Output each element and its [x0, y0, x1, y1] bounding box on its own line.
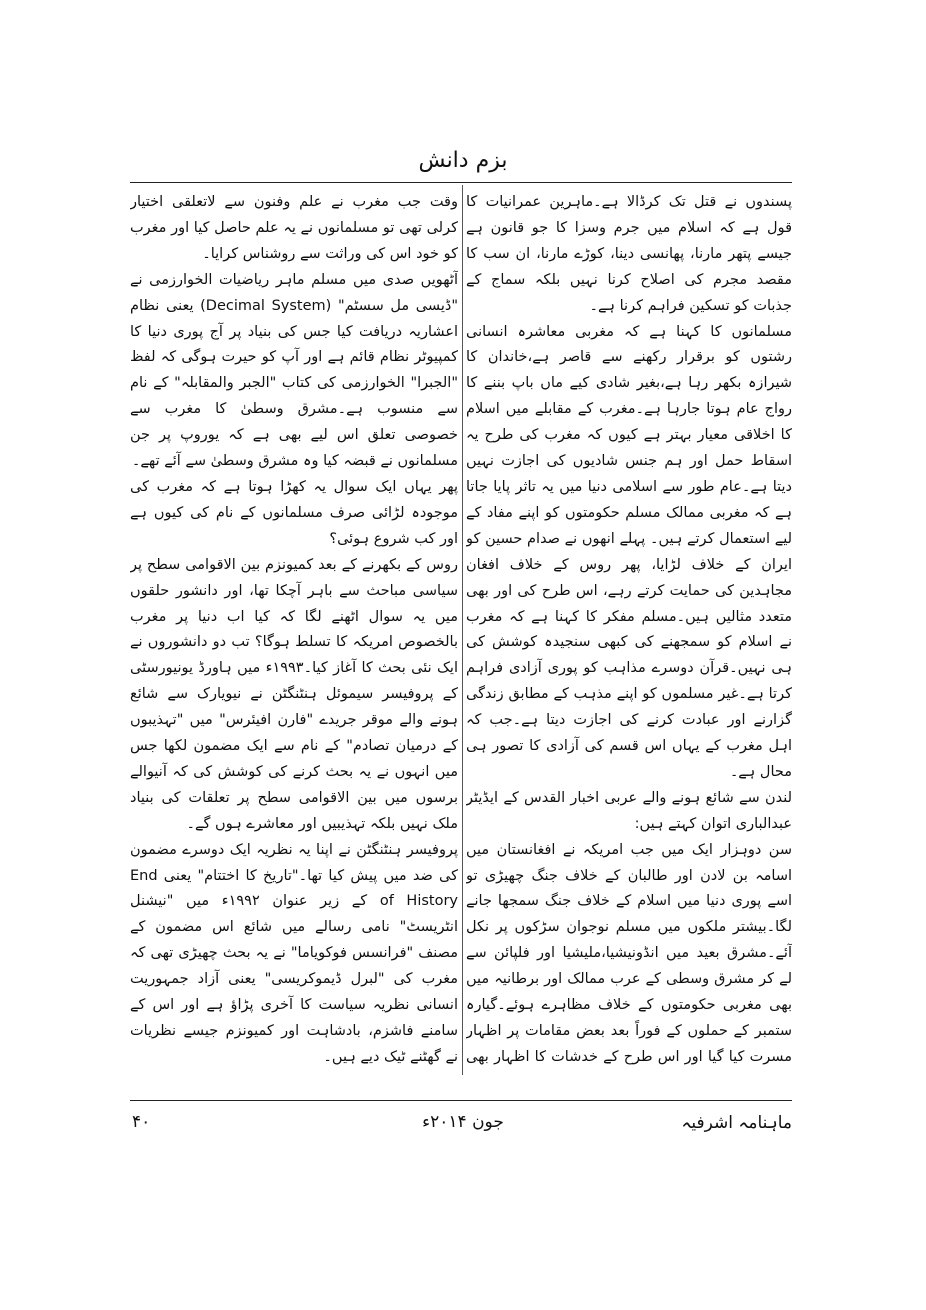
paragraph: پھر یہاں ایک سوال یہ کھڑا ہوتا ہے کہ مغرب کی موجودہ لڑائی صرف مسلمانوں کے نام کی کیوں ہے اور کب شروع ہوئی؟ [130, 478, 458, 547]
paragraph: آٹھویں صدی میں مسلم ماہر ریاضیات الخوارزمی نے "ڈیسی مل سسٹم" (Decimal System) یعنی نظام اعشاریہ دریافت کیا جس کی بنیاد پر آج پوری دنیا کا کمپیوٹر نظام قائم ہے اور آپ کو حیرت ہوگی کہ لفظ "الجبرا" الخوارزمی کی کتاب "الجبر والمقابلہ" کے نام سے منسوب ہے۔مشرق وسطیٰ کا مغرب سے خصوصی تعلق اس لیے بھی ہے کہ یوروپ پر جن مسلمانوں نے قبضہ کیا وہ مشرق وسطیٰ سے آئے تھے۔ [130, 271, 458, 470]
footer-rule [130, 1100, 792, 1101]
page-number: ۴۰ [132, 1112, 151, 1132]
paragraph: سن دوہزار ایک میں جب امریکہ نے افغانستان میں اسامہ بن لادن اور طالبان کے خلاف جنگ چھیڑی تو اسے پوری دنیا میں اسلام کے خلاف جنگ سمجھا جانے لگا۔بیشتر ملکوں میں مسلم نوجوان سڑکوں پر نکل آئے۔مشرق بعید میں انڈونیشیا،ملیشیا اور فلپائن سے لے کر مشرق وسطی کے عرب ممالک اور برطانیہ میں بھی مغربی حکومتوں کے خلاف مظاہرے ہوئے۔گیارہ ستمبر کے حملوں کے فوراً بعد بعض مقامات پر اظہار مسرت کیا گیا اور اس طرح کے خدشات کا اظہار بھی [466, 841, 792, 1065]
paragraph: پسندوں نے قتل تک کرڈالا ہے۔ماہرین عمرانیات کا قول ہے کہ اسلام میں جرم وسزا کا جو قانون ہے جیسے پتھر مارنا، پھانسی دینا، کوڑے مارنا، ان سب کا مقصد مجرم کی اصلاح کرنا نہیں بلکہ سماج کے جذبات کو تسکین فراہم کرنا ہے۔ [466, 194, 792, 314]
footer-date: جون ۲۰۱۴ء [422, 1112, 504, 1132]
paragraph: وقت جب مغرب نے علم وفنون سے لاتعلقی اختیار کرلی تھی تو مسلمانوں نے یہ علم حاصل کیا اور مغرب کو خود اس کی وراثت سے روشناس کرایا۔ [130, 194, 458, 262]
paragraph: مسلمانوں کا کہنا ہے کہ مغربی معاشرہ انسانی رشتوں کو برقرار رکھنے سے قاصر ہے،خاندان کا شیرازہ بکھر رہا ہے،بغیر شادی کیے ماں باپ بننے کا رواج عام ہوتا جارہا ہے۔مغرب کے مقابلے میں اسلام کا اخلاقی معیار بہتر ہے کیوں کہ مغرب کی طرح یہ اسقاط حمل اور ہم جنس شادیوں کی اجازت نہیں دیتا ہے۔عام طور سے اسلامی دنیا میں یہ تاثر پایا جاتا ہے کہ مغربی ممالک مسلم حکومتوں کو اپنے مفاد کے لیے استعمال کرتے ہیں۔ پہلے انھوں نے صدام حسین کو ایران کے خلاف لڑایا، پھر روس کے خلاف افغان مجاہدین کی حمایت کرتے رہے، اس طرح کی اور بھی متعدد مثالیں ہیں۔مسلم مفکر کا کہنا ہے کہ مغرب نے اسلام کو سمجھنے کی کبھی سنجیدہ کوشش کی ہی نہیں۔قرآن دوسرے مذاہب کو پوری آزادی فراہم کرتا ہے۔غیر مسلموں کو اپنے مذہب کے مطابق زندگی گزارنے اور عبادت کرنے کی اجازت دیتا ہے۔جب کہ اہل مغرب کے یہاں اس قسم کی آزادی کا تصور ہی محال ہے۔ [466, 323, 792, 780]
column-divider [462, 185, 463, 1075]
header-rule [130, 182, 792, 183]
right-column [466, 190, 792, 1070]
footer-magazine-name: ماہنامہ اشرفیہ [681, 1113, 792, 1133]
paragraph: پروفیسر ہنٹنگٹن نے اپنا یہ نظریہ ایک دوسرے مضمون کی ضد میں پیش کیا تھا۔"تاریخ کا اختتام" یعنی End of History کے زیر عنوان ۱۹۹۲ء میں "نیشنل انٹریسٹ" نامی رسالے میں شائع اس مضمون کے مصنف "فرانسس فوکویاما" نے یہ بحث چھیڑی تھی کہ مغرب کی "لبرل ڈیموکریسی" یعنی آزاد جمہوریت انسانی نظریہ سیاست کا آخری پڑاؤ ہے اور اس کے سامنے فاشزم، بادشاہت اور کمیونزم جیسے نظریات نے گھٹنے ٹیک دیے ہیں۔ [130, 841, 458, 1065]
paragraph: لندن سے شائع ہونے والے عربی اخبار القدس کے ایڈیٹر عبدالباری اتوان کہتے ہیں: [466, 789, 792, 832]
paragraph: روس کے بکھرنے کے بعد کمیونزم بین الاقوامی سطح پر سیاسی مباحث سے باہر آچکا تھا، اور دانشور حلقوں میں یہ سوال اٹھنے لگا کہ کیا اب دنیا پر مغرب بالخصوص امریکہ کا تسلط ہوگا؟ تب دو دانشوروں نے ایک نئی بحث کا آغاز کیا۔۱۹۹۳ء میں ہاورڈ یونیورسٹی کے پروفیسر سیموئل ہنٹنگٹن نے نیویارک سے شائع ہونے والے موقر جریدے "فارن افیئرس" میں "تہذیبوں کے درمیان تصادم" کے نام سے ایک مضمون لکھا جس میں انہوں نے یہ بحث کرنے کی کوشش کی کہ آنیوالے برسوں میں بین الاقوامی سطح پر تعلقات کی بنیاد ملک نہیں بلکہ تہذیبیں اور معاشرے ہوں گے۔ [130, 556, 458, 832]
left-column [130, 190, 458, 1070]
page-header-title: بزم دانش [418, 148, 508, 173]
